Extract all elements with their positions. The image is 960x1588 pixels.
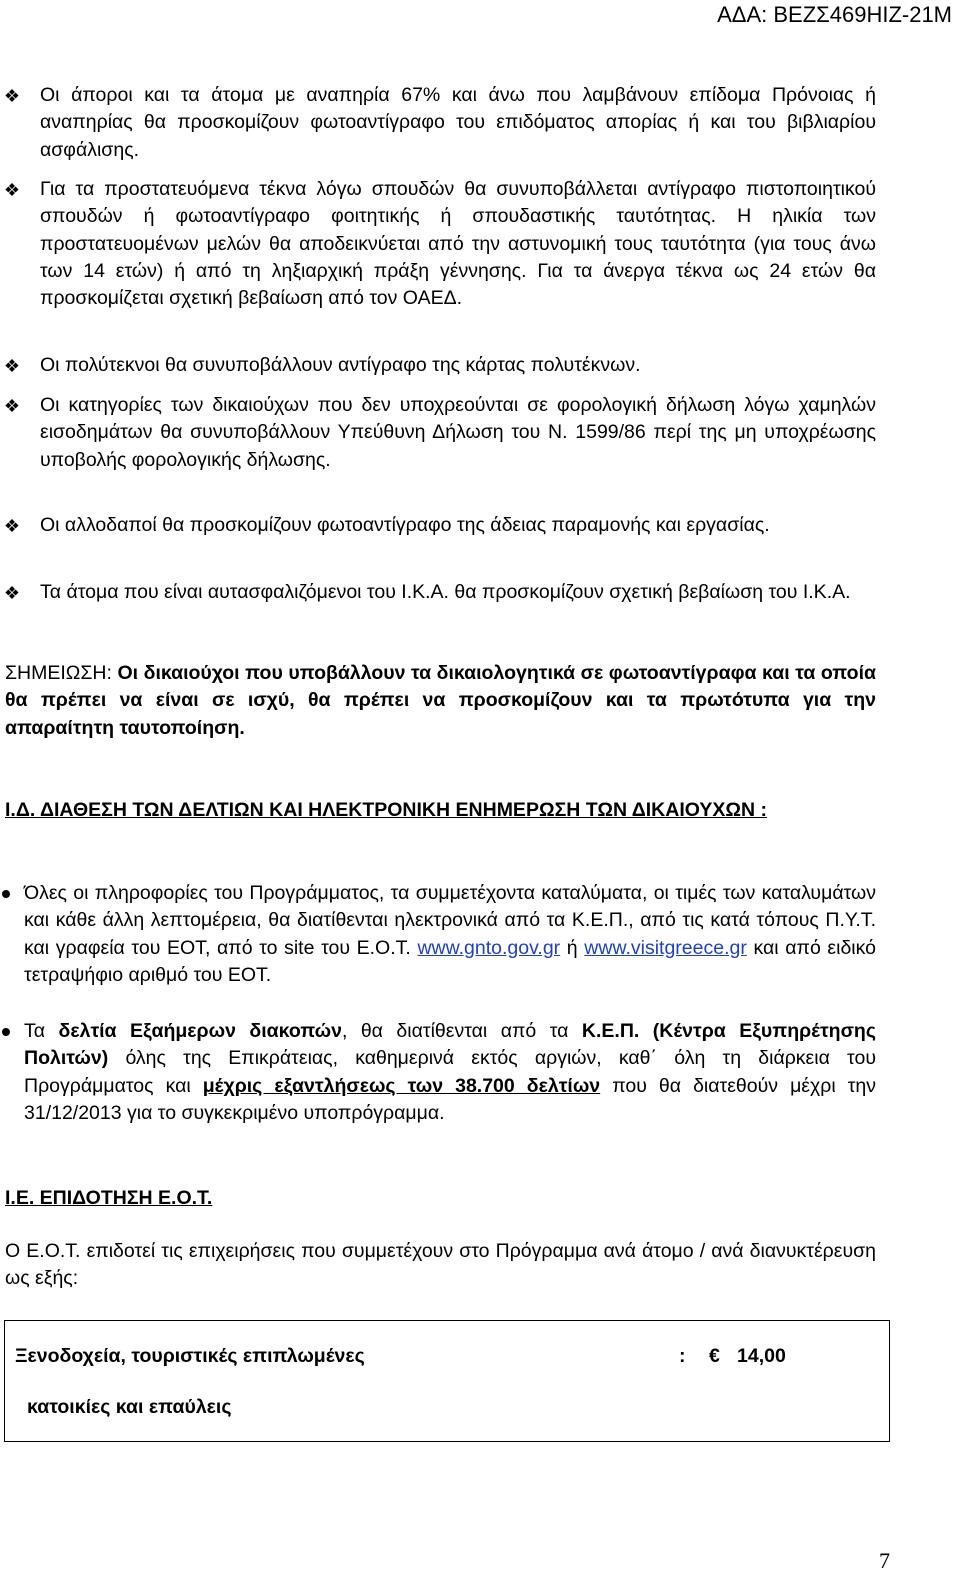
note-paragraph bbox=[5, 660, 876, 742]
section-e-title: Ι.Ε. ΕΠΙΔΟΤΗΣΗ Ε.Ο.Τ. bbox=[5, 1187, 213, 1209]
visitgreece-link[interactable]: www.visitgreece.gr bbox=[584, 936, 747, 959]
requirement-text: Οι άποροι και τα άτομα με αναπηρία 67% και άνω που λαμβάνουν επίδομα Πρόνοιας ή αναπηρίας θα προσκομίζουν φωτοαντίγραφο του επιδόματος απορίας ή και του βιβλιαρίου ασφάλισης. bbox=[40, 84, 876, 161]
subsidy-table bbox=[4, 1320, 890, 1442]
diamond-bullet-icon: ❖ bbox=[3, 396, 21, 416]
diamond-bullet-icon: ❖ bbox=[3, 356, 21, 376]
table-category-line-2: κατοικίες και επαύλεις bbox=[27, 1396, 232, 1418]
page-number: 7 bbox=[879, 1548, 890, 1573]
gnto-link[interactable]: www.gnto.gov.gr bbox=[417, 936, 561, 959]
section-d-bullet-1: Όλες οι πληροφορίες του Προγράμματος, τα συμμετέχοντα καταλύματα, οι τιμές των καταλυμάτων και κάθε άλλη λεπτομέρεια, θα διατίθενται ηλεκτρονικά από τα Κ.Ε.Π., από τις κατά τόπους Π.Υ.Τ. και γραφεία του ΕΟΤ, από το site του Ε.Ο.Τ. www.gnto.gov.gr ή www.visitgreece.gr και από ειδικό τετραψήφιο αριθμό του ΕΟΤ. bbox=[24, 880, 876, 989]
requirement-item bbox=[3, 82, 876, 164]
ada-code: ΑΔΑ: ΒΕΖΣ469ΗΙΖ-21Μ bbox=[717, 2, 952, 27]
diamond-bullet-icon: ❖ bbox=[3, 180, 21, 200]
bullet-dot-icon bbox=[2, 890, 10, 898]
diamond-bullet-icon: ❖ bbox=[3, 516, 21, 536]
section-d-title: Ι.Δ. ΔΙΑΘΕΣΗ ΤΩΝ ΔΕΛΤΙΩΝ ΚΑΙ ΗΛΕΚΤΡΟΝΙΚΗ ΕΝΗΜΕΡΩΣΗ ΤΩΝ ΔΙΚΑΙΟΥΧΩΝ : bbox=[5, 799, 768, 821]
table-colon: : bbox=[679, 1345, 686, 1367]
section-e-intro: Ο Ε.Ο.Τ. επιδοτεί τις επιχειρήσεις που συμμετέχουν στο Πρόγραμμα ανά άτομο / ανά διανυκτέρευση ως εξής: bbox=[5, 1240, 876, 1290]
diamond-bullet-icon: ❖ bbox=[3, 86, 21, 106]
requirement-item bbox=[3, 579, 876, 606]
diamond-bullet-icon: ❖ bbox=[3, 583, 21, 603]
bullet-dot-icon bbox=[2, 1028, 10, 1036]
requirement-text: Τα άτομα που είναι αυτασφαλιζόμενοι του Ι.Κ.Α. θα προσκομίζουν σχετική βεβαίωση του Ι.Κ.Α. bbox=[40, 581, 851, 603]
requirement-text: Για τα προστατευόμενα τέκνα λόγω σπουδών θα συνυποβάλλεται αντίγραφο πιστοποιητικού σπουδών ή φωτοαντίγραφο φοιτητικής ή σπουδαστικής ταυτότητας. Η ηλικία των προστατευομένων μελών θα αποδεικνύεται από την αστυνομική τους ταυτότητα (για τους άνω των 14 ετών) ή από τη ληξιαρχική πράξη γέννησης. Για τα άνεργα τέκνα ως 24 ετών θα προσκομίζεται σχετική βεβαίωση από τον ΟΑΕΔ. bbox=[40, 178, 876, 310]
section-d-bullet-2: Τα δελτία Εξαήμερων διακοπών, θα διατίθενται από τα Κ.Ε.Π. (Κέντρα Εξυπηρέτησης Πολιτών) όλης της Επικράτειας, καθημερινά εκτός αργιών, καθ΄ όλη τη διάρκεια του Προγράμματος και μέχρις εξαντλήσεως των 38.700 δελτίων που θα διατεθούν μέχρι την 31/12/2013 για το συγκεκριμένο υποπρόγραμμα. bbox=[24, 1018, 876, 1127]
note-label: ΣΗΜΕΙΩΣΗ: bbox=[5, 662, 118, 684]
requirement-item bbox=[3, 176, 876, 312]
requirement-text: Οι κατηγορίες των δικαιούχων που δεν υποχρεούνται σε φορολογική δήλωση λόγω χαμηλών εισοδημάτων θα συνυποβάλλουν Υπεύθυνη Δήλωση του Ν. 1599/86 περί της μη υποχρέωσης υποβολής φορολογικής δήλωσης. bbox=[40, 394, 876, 471]
requirement-text: Οι αλλοδαποί θα προσκομίζουν φωτοαντίγραφο της άδειας παραμονής και εργασίας. bbox=[40, 514, 770, 536]
requirement-item bbox=[3, 352, 876, 379]
requirement-item bbox=[3, 392, 876, 474]
note-text: Οι δικαιούχοι που υποβάλλουν τα δικαιολογητικά σε φωτοαντίγραφα και τα οποία θα πρέπει να είναι σε ισχύ, θα πρέπει να προσκομίζουν και τα πρωτότυπα για την απαραίτητη ταυτοποίηση. bbox=[5, 662, 876, 739]
euro-sign: € bbox=[709, 1345, 720, 1367]
table-category-line-1: Ξενοδοχεία, τουριστικές επιπλωμένες bbox=[15, 1345, 365, 1367]
requirement-text: Οι πολύτεκνοι θα συνυποβάλλουν αντίγραφο της κάρτας πολυτέκνων. bbox=[40, 354, 641, 376]
requirement-item bbox=[3, 512, 876, 539]
table-amount: 14,00 bbox=[737, 1345, 786, 1367]
